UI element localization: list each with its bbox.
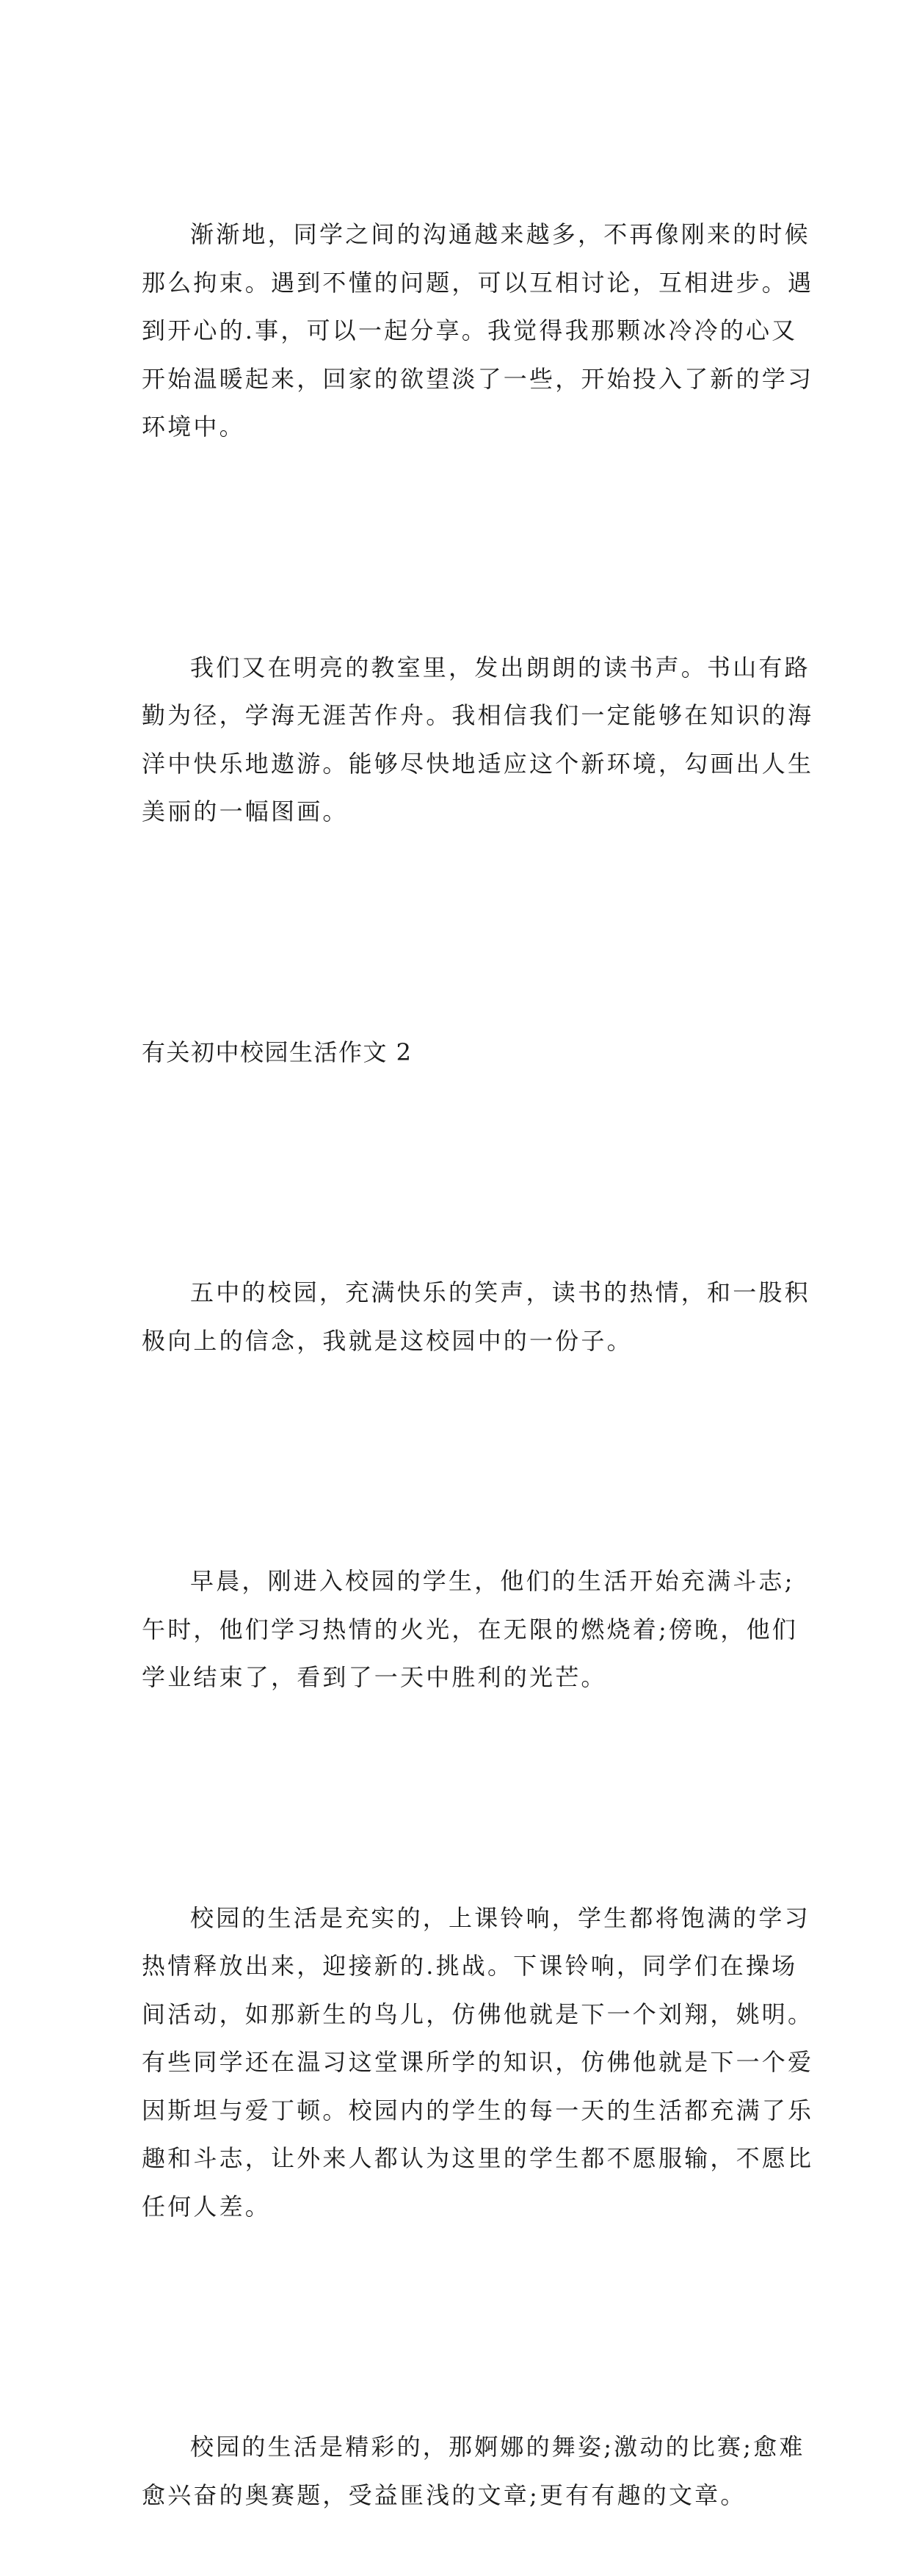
text-line: 午时，他们学习热情的火光，在无限的燃烧着;傍晚，他们 <box>142 1615 798 1643</box>
text-line: 环境中。 <box>142 413 245 441</box>
text-line: 有些同学还在温习这堂课所学的知识，仿佛他就是下一个爱 <box>142 2048 814 2076</box>
document-body <box>142 115 814 2576</box>
text-line: 因斯坦与爱丁顿。校园内的学生的每一天的生活都充满了乐 <box>142 2096 814 2124</box>
text-line: 趣和斗志，让外来人都认为这里的学生都不愿服输，不愿比 <box>142 2144 814 2172</box>
text-line: 开始温暖起来，回家的欲望淡了一些，开始投入了新的学习 <box>142 364 814 393</box>
paragraph <box>142 548 814 933</box>
paragraph <box>142 2327 805 2576</box>
text-line: 间活动，如那新生的鸟儿，仿佛他就是下一个刘翔，姚明。 <box>142 2000 814 2028</box>
text-line: 校园的生活是精彩的，那婀娜的舞姿;激动的比赛;愈难 <box>190 2433 805 2461</box>
text-line: 愈兴奋的奥赛题，受益匪浅的文章;更有有趣的文章。 <box>142 2481 747 2509</box>
text-line: 到开心的.事，可以一起分享。我觉得我那颗冰冷冷的心又 <box>142 316 798 344</box>
paragraph <box>142 1173 810 1461</box>
text-line: 美丽的一幅图画。 <box>142 797 349 825</box>
text-line: 勤为径，学海无涯苦作舟。我相信我们一定能够在知识的海 <box>142 701 814 729</box>
text-line: 早晨，刚进入校园的学生，他们的生活开始充满斗志; <box>190 1567 795 1595</box>
text-line: 那么拘束。遇到不懂的问题，可以互相讨论，互相进步。遇 <box>142 268 814 297</box>
heading-text: 有关初中校园生活作文 2 <box>142 1038 413 1066</box>
text-line: 热情释放出来，迎接新的.挑战。下课铃响，同学们在操场 <box>142 1952 798 1980</box>
text-line: 极向上的信念，我就是这校园中的一份子。 <box>142 1326 633 1355</box>
paragraph <box>142 1798 814 2328</box>
text-line: 学业结束了，看到了一天中胜利的光芒。 <box>142 1663 607 1691</box>
text-line: 五中的校园，充满快乐的笑声，读书的热情，和一股积 <box>190 1278 810 1306</box>
text-line: 渐渐地，同学之间的沟通越来越多，不再像刚来的时候 <box>190 220 810 248</box>
text-line: 我们又在明亮的教室里，发出朗朗的读书声。书山有路 <box>190 653 810 681</box>
paragraph <box>142 115 814 548</box>
text-line: 任何人差。 <box>142 2192 272 2221</box>
paragraph <box>142 1461 798 1798</box>
text-line: 校园的生活是充实的，上课铃响，学生都将饱满的学习 <box>190 1903 810 1932</box>
section-heading <box>142 933 773 1173</box>
text-line: 洋中快乐地遨游。能够尽快地适应这个新环境，勾画出人生 <box>142 749 814 778</box>
